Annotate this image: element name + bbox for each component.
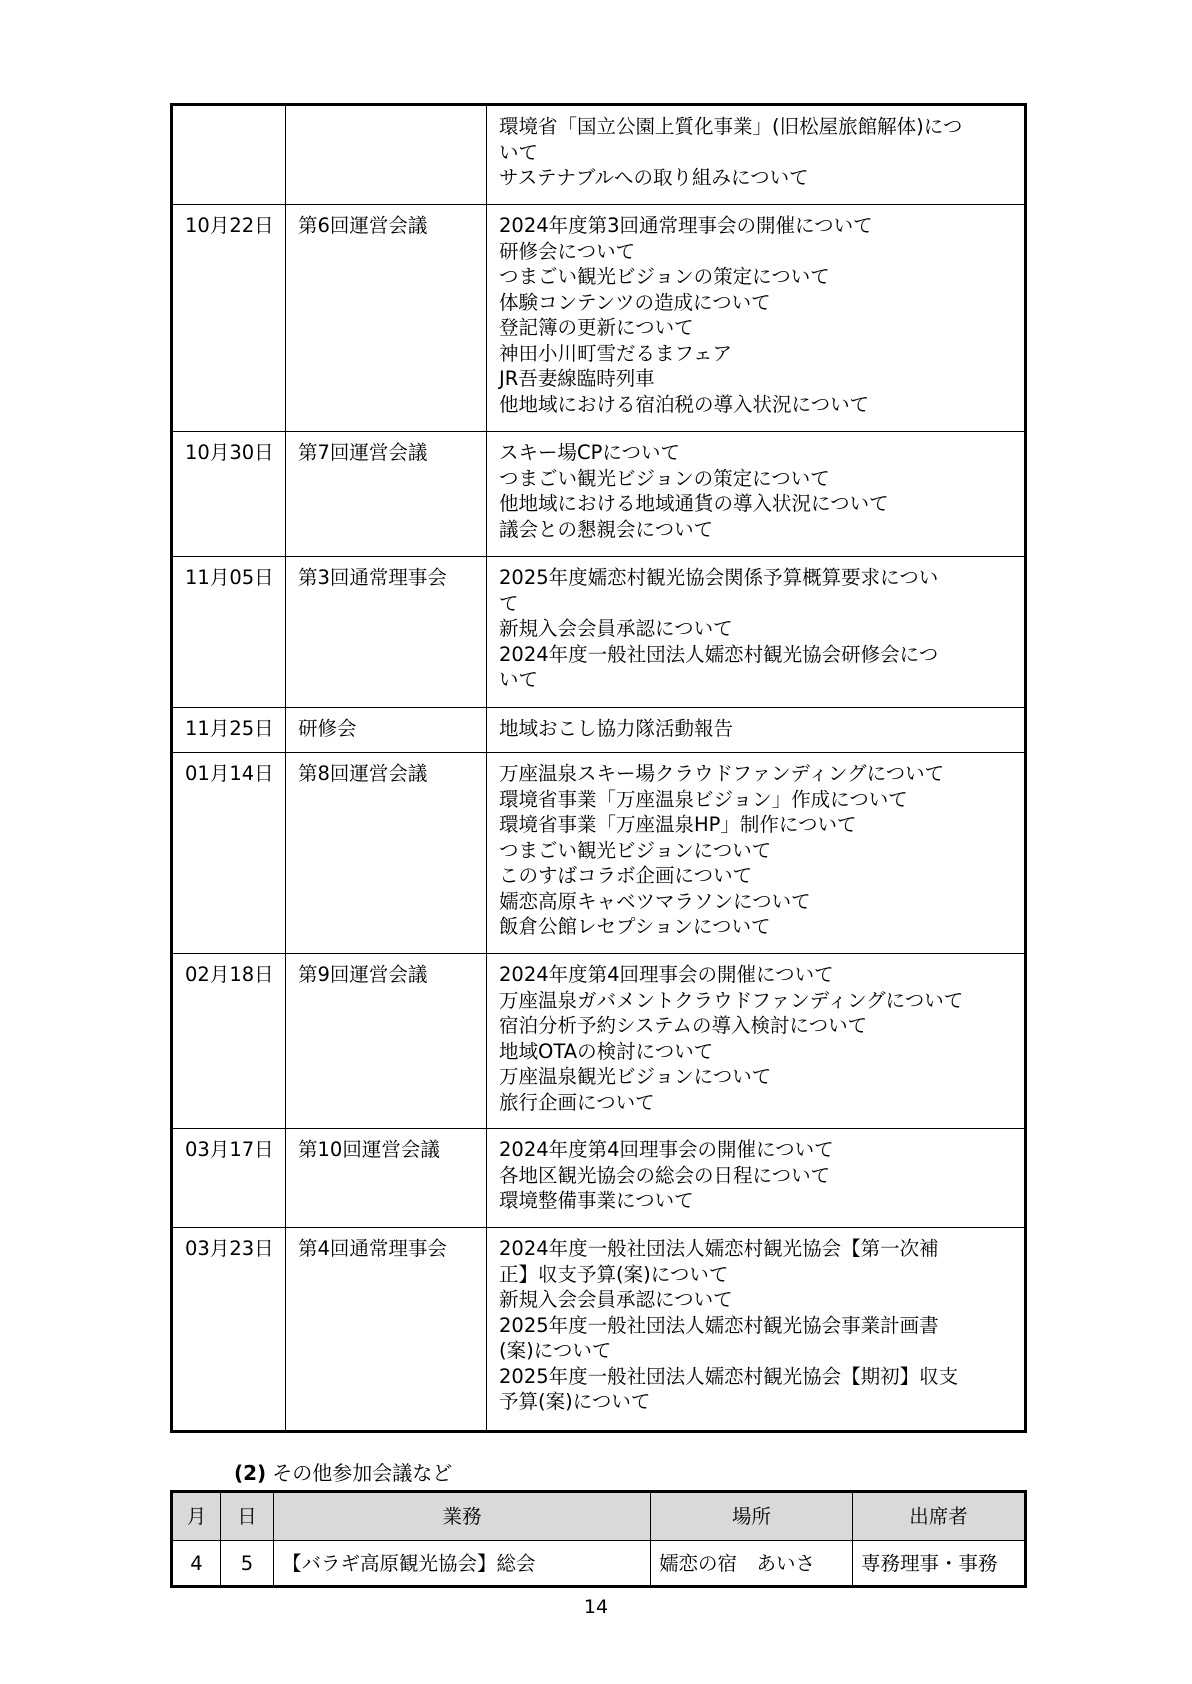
table-row (172, 105, 1026, 205)
header-attendee: 出席者 (853, 1492, 1026, 1541)
agenda-item: 地域OTAの検討について (499, 1039, 714, 1063)
date-cell: 01月14日 (172, 753, 286, 954)
agenda-item: 他地域における地域通貨の導入状況について (499, 492, 889, 515)
section-heading (234, 1460, 452, 1486)
agenda-cell (487, 1129, 1026, 1228)
header-business: 業務 (274, 1492, 651, 1541)
meeting-cell: 第4回通常理事会 (286, 1228, 487, 1432)
page-number: 14 (583, 1596, 609, 1618)
agenda-item: 環境省事業「万座温泉ビジョン」作成について (499, 787, 908, 811)
business-cell: 【バラギ高原観光協会】総会 (274, 1541, 651, 1587)
agenda-item: 2025年度一般社団法人嬬恋村観光協会【期初】収支 (499, 1364, 959, 1388)
agenda-item: (案)について (499, 1339, 612, 1362)
agenda-item: 2024年度第4回理事会の開催について (499, 1138, 834, 1161)
attendee-cell: 専務理事・事務 (853, 1541, 1026, 1587)
table-row (172, 1228, 1026, 1432)
agenda-item: 宿泊分析予約システムの導入検討について (499, 1014, 868, 1037)
agenda-item: つまごい観光ビジョンの策定について (499, 265, 830, 288)
agenda-item: サステナブルへの取り組みについて (499, 166, 809, 189)
date-cell: 11月05日 (172, 557, 286, 708)
agenda-item: JR吾妻線臨時列車 (499, 367, 655, 390)
header-month: 月 (172, 1492, 221, 1541)
agenda-item: つまごい観光ビジョンの策定について (499, 466, 830, 490)
meeting-cell: 第10回運営会議 (286, 1129, 487, 1228)
agenda-item: 登記簿の更新について (499, 316, 694, 339)
agenda-item: いて (499, 668, 539, 691)
date-cell (172, 105, 286, 205)
agenda-cell (487, 105, 1026, 205)
meeting-cell: 第7回運営会議 (286, 432, 487, 557)
agenda-cell (487, 708, 1026, 753)
agenda-item: 地域おこし協力隊活動報告 (499, 717, 734, 740)
table-row (172, 1129, 1026, 1228)
agenda-item: 万座温泉ガバメントクラウドファンディングについて (499, 988, 964, 1012)
agenda-item: 予算(案)について (499, 1390, 651, 1413)
date-cell: 03月23日 (172, 1228, 286, 1432)
agenda-item: 体験コンテンツの造成について (499, 290, 771, 314)
date-cell: 11月25日 (172, 708, 286, 753)
agenda-item: 環境省事業「万座温泉HP」制作について (499, 813, 857, 836)
agenda-item: 2024年度一般社団法人嬬恋村観光協会【第一次補 (499, 1237, 939, 1260)
agenda-item: 万座温泉観光ビジョンについて (499, 1065, 772, 1088)
meeting-cell (286, 105, 487, 205)
header-row (172, 1492, 1026, 1541)
header-place: 場所 (651, 1492, 853, 1541)
agenda-cell (487, 753, 1026, 954)
agenda-item: 研修会について (499, 239, 636, 263)
table-row (172, 753, 1026, 954)
date-cell: 03月17日 (172, 1129, 286, 1228)
agenda-item: 2024年度第4回理事会の開催について (499, 963, 834, 986)
table-row (172, 1541, 1026, 1587)
agenda-item: 神田小川町雪だるまフェア (499, 341, 733, 365)
agenda-cell (487, 954, 1026, 1129)
section-title: その他参加会議など (272, 1461, 453, 1485)
agenda-item: 正】収支予算(案)について (499, 1262, 729, 1286)
agenda-item: 環境整備事業について (499, 1189, 694, 1212)
agenda-item: 2025年度一般社団法人嬬恋村観光協会事業計画書 (499, 1313, 939, 1337)
agenda-cell (487, 205, 1026, 432)
agenda-cell (487, 1228, 1026, 1432)
agenda-item: 旅行企画について (499, 1090, 655, 1114)
agenda-item: 他地域における宿泊税の導入状況について (499, 392, 870, 416)
agenda-item: て (499, 591, 519, 615)
agenda-item: 嬬恋高原キャベツマラソンについて (499, 889, 811, 913)
agenda-item: 環境省「国立公園上質化事業」(旧松屋旅館解体)につ (499, 115, 963, 138)
meeting-cell: 研修会 (286, 708, 487, 753)
month-cell: 4 (172, 1541, 221, 1587)
table-row (172, 708, 1026, 753)
agenda-item: このすばコラボ企画について (499, 864, 753, 887)
table-row (172, 954, 1026, 1129)
meeting-cell: 第6回運営会議 (286, 205, 487, 432)
agenda-item: いて (499, 140, 539, 164)
agenda-item: 2024年度第3回通常理事会の開催について (499, 214, 873, 237)
date-cell: 02月18日 (172, 954, 286, 1129)
agenda-item: 新規入会会員承認について (499, 617, 733, 640)
agenda-item: 議会との懇親会について (499, 517, 714, 541)
day-cell: 5 (221, 1541, 274, 1587)
agenda-cell (487, 557, 1026, 708)
agenda-item: 飯倉公館レセプションについて (499, 915, 771, 938)
table-row (172, 557, 1026, 708)
section-number: (2) (234, 1461, 267, 1485)
table-row (172, 205, 1026, 432)
agenda-item: 各地区観光協会の総会の日程について (499, 1163, 831, 1187)
agenda-item: スキー場CPについて (499, 441, 680, 464)
header-day: 日 (221, 1492, 274, 1541)
other-meetings-table (170, 1490, 1027, 1588)
meeting-cell: 第8回運営会議 (286, 753, 487, 954)
date-cell: 10月30日 (172, 432, 286, 557)
agenda-item: 2024年度一般社団法人嬬恋村観光協会研修会につ (499, 642, 939, 666)
meeting-schedule-table (170, 103, 1027, 1433)
meeting-cell: 第3回通常理事会 (286, 557, 487, 708)
agenda-item: 2025年度嬬恋村観光協会関係予算概算要求につい (499, 566, 939, 589)
meeting-cell: 第9回運営会議 (286, 954, 487, 1129)
table-row (172, 432, 1026, 557)
agenda-item: 新規入会会員承認について (499, 1288, 733, 1311)
agenda-item: 万座温泉スキー場クラウドファンディングについて (499, 762, 945, 785)
place-cell: 嬬恋の宿 あいさ (651, 1541, 853, 1587)
agenda-item: つまごい観光ビジョンについて (499, 838, 772, 862)
agenda-cell (487, 432, 1026, 557)
date-cell: 10月22日 (172, 205, 286, 432)
